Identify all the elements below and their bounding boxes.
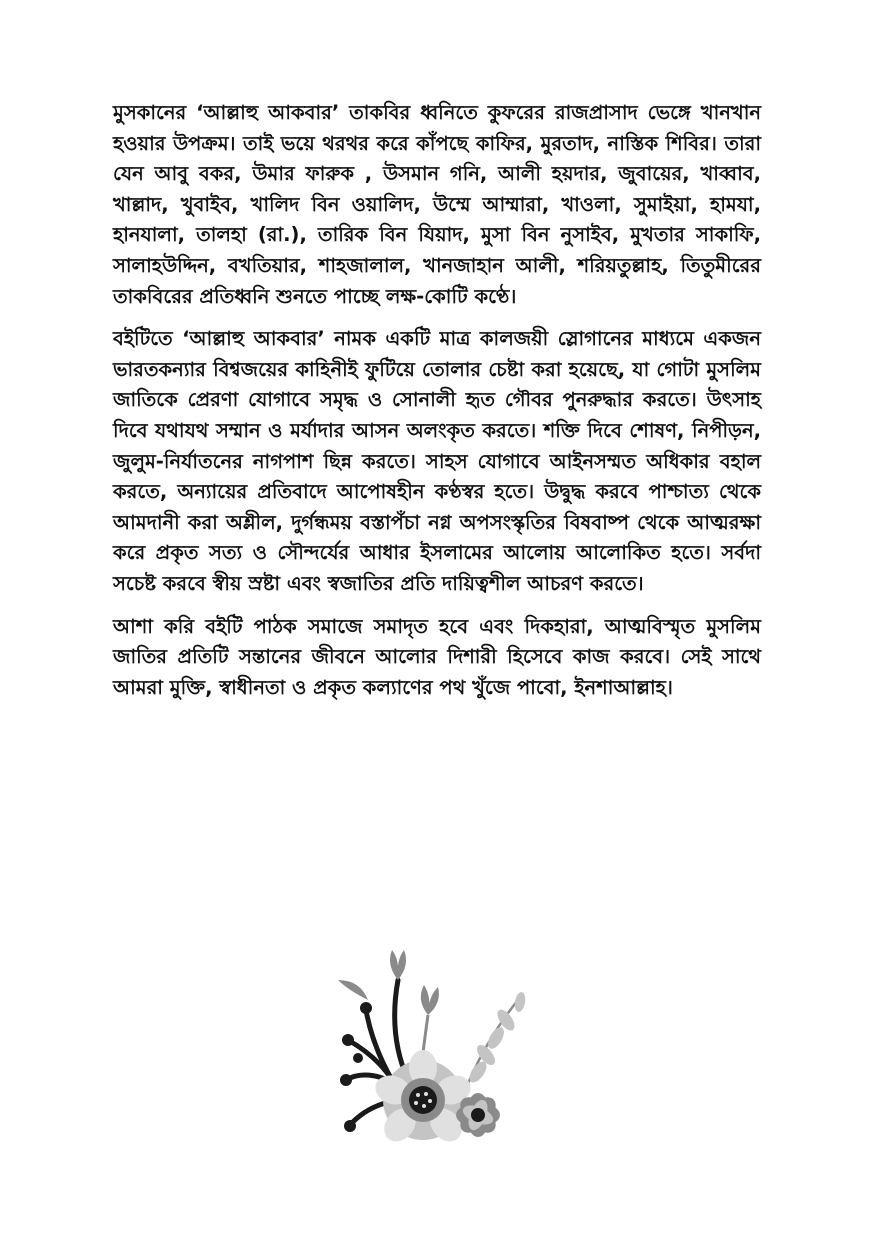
floral-bouquet-icon — [328, 940, 548, 1170]
paragraph-3: আশা করি বইটি পাঠক সমাজে সমাদৃত হবে এবং দিকহারা, আত্মবিস্মৃত মুসলিম জাতির প্রতিটি সন্তানের জীবনে আলোর দিশারী হিসেবে কাজ করবে। সেই সাথে আমরা মুক্তি, স্বাধীনতা ও প্রকৃত কল্যাণের পথ খুঁজে পাবো, ইনশাআল্লাহ। — [113, 614, 761, 699]
body-text — [113, 98, 761, 715]
paragraph-1: মুসকানের ‘আল্লাহু আকবার’ তাকবির ধ্বনিতে কুফরের রাজপ্রাসাদ ভেঙ্গে খানখান হওয়ার উপক্রম। তাই ভয়ে থরথর করে কাঁপছে কাফির, মুরতাদ, নাস্তিক শিবির। তারা যেন আবু বকর, উমার ফারুক , উসমান গনি, আলী হয়দার, জুবায়ের, খাব্বাব, খাল্লাদ, খুবাইব, খালিদ বিন ওয়ালিদ, উম্মে আম্মারা, খাওলা, সুমাইয়া, হামযা, হানযালা, তালহা (রা.), তারিক বিন যিয়াদ, মুসা বিন নুসাইব, মুখতার সাকাফি, সালাহউদ্দিন, বখতিয়ার, শাহজালাল, খানজাহান আলী, শরিয়তুল্লাহ, তিতুমীরের তাকবিরের প্রতিধ্বনি শুনতে পাচ্ছে লক্ষ-কোটি কণ্ঠে। — [113, 101, 761, 308]
paragraph-2: বইটিতে ‘আল্লাহু আকবার’ নামক একটি মাত্র কালজয়ী স্লোগানের মাধ্যমে একজন ভারতকন্যার বিশ্বজয়ের কাহিনীই ফুটিয়ে তোলার চেষ্টা করা হয়েছে, যা গোটা মুসলিম জাতিকে প্রেরণা যোগাবে সমৃদ্ধ ও সোনালী হৃত গৌবর পুনরুদ্ধার করতে। উৎসাহ দিবে যথাযথ সম্মান ও মর্যাদার আসন অলংকৃত করতে। শক্তি দিবে শোষণ, নিপীড়ন, জুলুম-নির্যাতনের নাগপাশ ছিন্ন করতে। সাহস যোগাবে আইনসম্মত অধিকার বহাল করতে, অন্যায়ের প্রতিবাদে আপোষহীন কণ্ঠস্বর হতে। উদ্বুদ্ধ করবে পাশ্চাত্য থেকে আমদানী করা অশ্লীল, দুর্গন্ধময় বস্তাপঁচা নগ্ন অপসংস্কৃতির বিষবাষ্প থেকে আত্মরক্ষা করে প্রকৃত সত্য ও সৌন্দর্যের আধার ইসলামের আলোয় আলোকিত হতে। সর্বদা সচেষ্ট করবে স্বীয় স্রষ্টা এবং স্বজাতির প্রতি দায়িত্বশীল আচরণ করতে। — [113, 327, 761, 595]
